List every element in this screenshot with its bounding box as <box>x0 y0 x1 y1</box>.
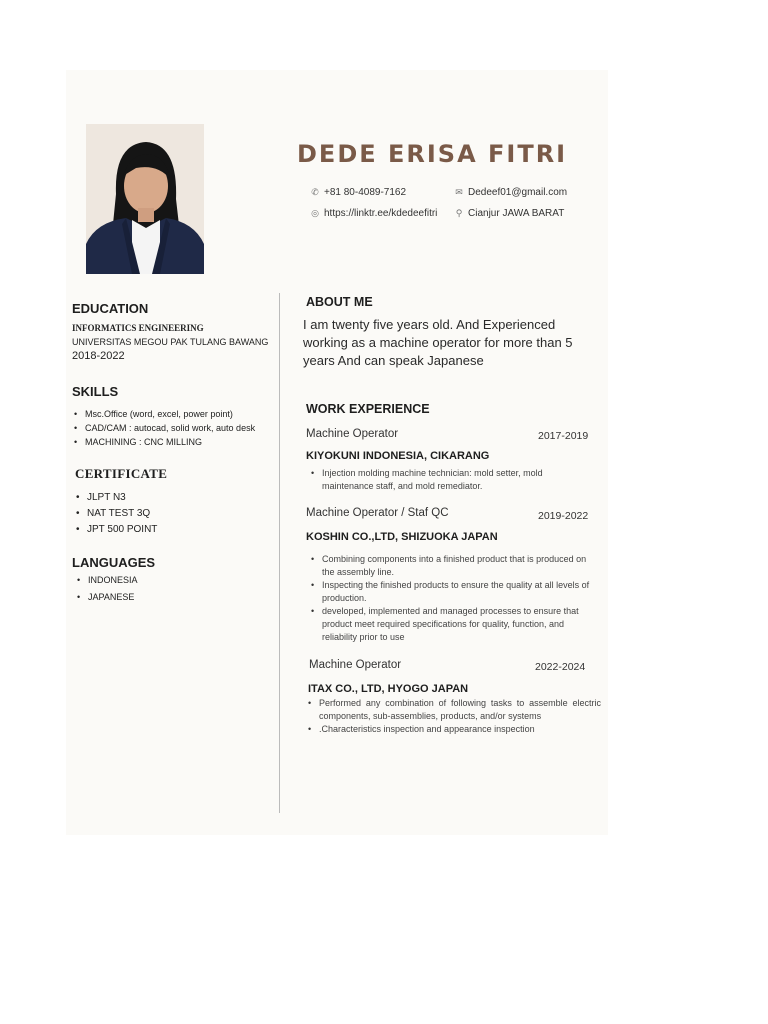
education-school: UNIVERSITAS MEGOU PAK TULANG BAWANG <box>72 337 269 347</box>
about-heading: ABOUT ME <box>306 295 373 309</box>
envelope-icon: ✉ <box>455 187 463 197</box>
job-bullets <box>308 467 590 493</box>
about-text: I am twenty five years old. And Experienced working as a machine operator for more than 5 years And can speak Japanese <box>303 317 573 368</box>
website-link[interactable]: https://linktr.ee/kdedeefitri <box>324 208 438 219</box>
phone-contact <box>310 187 406 198</box>
job-years: 2022-2024 <box>535 661 586 673</box>
job-role: Machine Operator / Staf QC <box>306 507 449 519</box>
column-divider <box>279 293 280 813</box>
list-item: • JPT 500 POINT <box>76 522 157 538</box>
certificate-heading: CERTIFICATE <box>75 466 168 481</box>
skills-list <box>74 407 255 449</box>
list-item: • .Characteristics inspection and appearance inspection <box>305 723 601 736</box>
languages-heading: LANGUAGES <box>72 555 156 570</box>
website-contact <box>310 208 437 219</box>
languages-list <box>77 572 138 606</box>
job-years: 2017-2019 <box>538 430 589 442</box>
list-item: • NAT TEST 3Q <box>76 506 157 522</box>
job-company: ITAX CO., LTD, HYOGO JAPAN <box>308 683 469 695</box>
certificate-list <box>76 490 157 538</box>
list-item: • Performed any combination of following tasks to assemble electric components, sub-assemblies, products, and/or systems <box>305 697 601 723</box>
portrait-image <box>86 124 204 274</box>
location-contact <box>454 208 564 219</box>
phone-icon: ✆ <box>311 187 319 197</box>
job-role: Machine Operator <box>309 659 402 671</box>
map-pin-icon: ⚲ <box>455 208 463 218</box>
job-bullets <box>308 553 593 644</box>
job-company: KOSHIN CO.,LTD, SHIZUOKA JAPAN <box>306 531 498 543</box>
work-heading: WORK EXPERIENCE <box>306 402 430 416</box>
list-item: • Msc.Office (word, excel, power point) <box>74 407 255 421</box>
skills-heading: SKILLS <box>72 384 119 399</box>
education-degree: INFORMATICS ENGINEERING <box>72 323 204 333</box>
job-bullets <box>305 697 601 736</box>
list-item: • developed, implemented and managed processes to ensure that product meet required specifications for quality, function, and reliability prior to use <box>308 605 593 644</box>
list-item: • Combining components into a finished product that is produced on the assembly line. <box>308 553 593 579</box>
list-item: • INDONESIA <box>77 572 138 589</box>
list-item: • JAPANESE <box>77 589 138 606</box>
job-company: KIYOKUNI INDONESIA, CIKARANG <box>306 450 490 462</box>
list-item: • CAD/CAM : autocad, solid work, auto desk <box>74 421 255 435</box>
globe-icon: ◎ <box>311 208 319 218</box>
location-text: Cianjur JAWA BARAT <box>468 208 565 219</box>
email-address[interactable]: Dedeef01@gmail.com <box>468 187 568 198</box>
profile-photo <box>86 124 204 274</box>
list-item: • Injection molding machine technician: mold setter, mold maintenance staff, and mold remediator. <box>308 467 590 493</box>
list-item: • JLPT N3 <box>76 490 157 506</box>
list-item: • Inspecting the finished products to ensure the quality at all levels of production. <box>308 579 593 605</box>
education-years: 2018-2022 <box>72 350 125 362</box>
email-contact <box>454 187 567 198</box>
job-years: 2019-2022 <box>538 510 589 522</box>
education-heading: EDUCATION <box>72 301 149 316</box>
list-item: • MACHINING : CNC MILLING <box>74 435 255 449</box>
job-role: Machine Operator <box>306 428 399 440</box>
phone-number[interactable]: +81 80-4089-7162 <box>324 187 407 198</box>
full-name: DEDE ERISA FITRI <box>297 140 568 168</box>
